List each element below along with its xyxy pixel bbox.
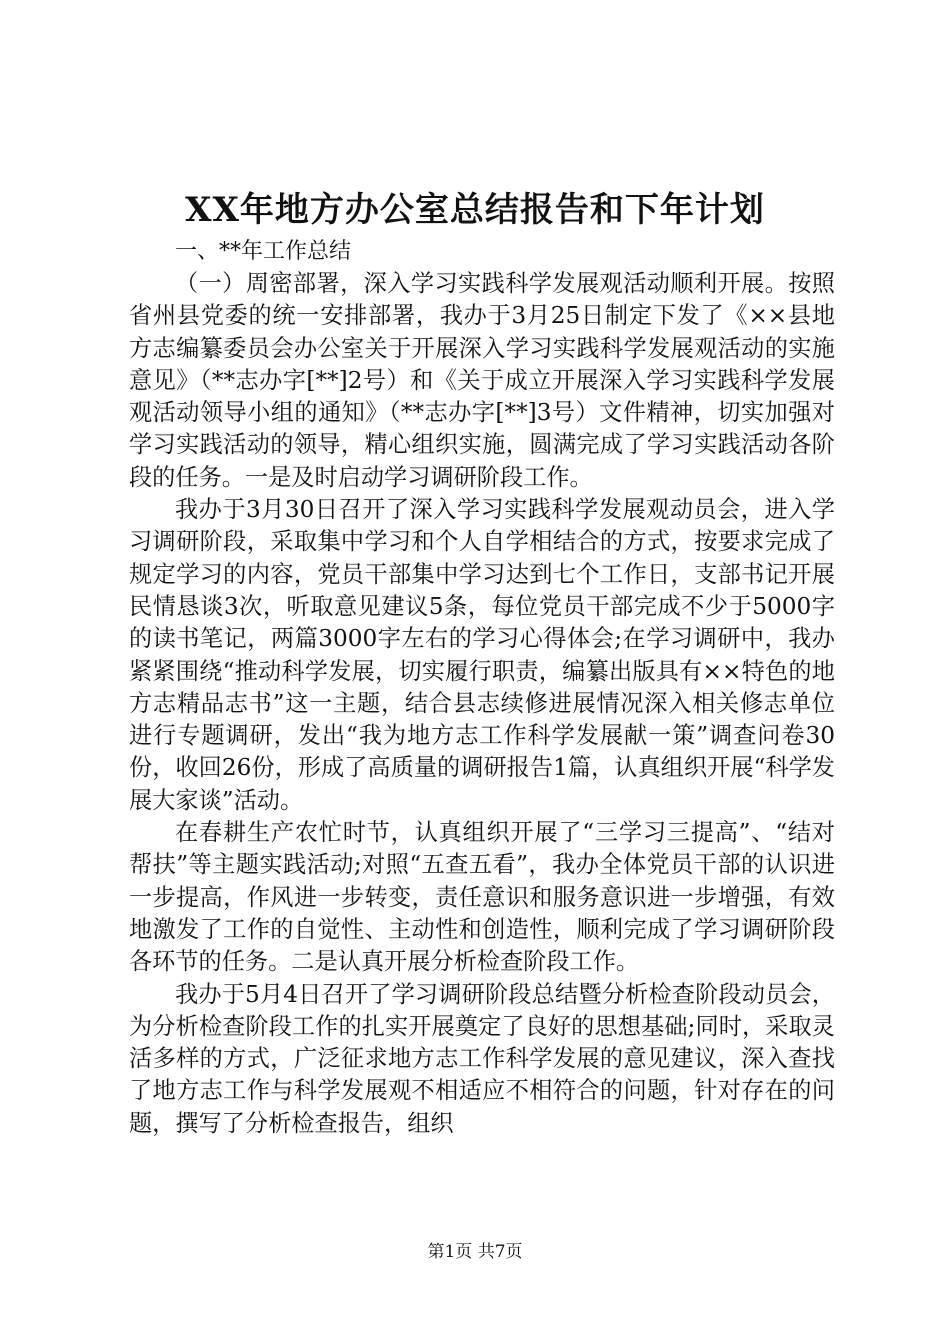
- section-heading: 一、**年工作总结: [175, 239, 352, 264]
- paragraph: 我办于3月30日召开了深入学习实践科学发展观动员会，进入学习调研阶段，采取集中学习和个人自学相结合的方式，按要求完成了规定学习的内容，党员干部集中学习达到七个工作日，支部书记开展民情恳谈3次，听取意见建议5条，每位党员干部完成不少于5000字的读书笔记，两篇3000字左右的学习心得体会;在学习调研中，我办紧紧围绕“推动科学发展，切实履行职责，编纂出版具有××特色的地方志精品志书”这一主题，结合县志续修进展情况深入相关修志单位进行专题调研，发出“我为地方志工作科学发展献一策”调查问卷30份，收回26份，形成了高质量的调研报告1篇，认真组织开展“科学发展大家谈”活动。: [129, 496, 835, 814]
- paragraph: 我办于5月4日召开了学习调研阶段总结暨分析检查阶段动员会，为分析检查阶段工作的扎实开展奠定了良好的思想基础;同时，采取灵活多样的方式，广泛征求地方志工作科学发展的意见建议，深入查找了地方志工作与科学发展观不相适应不相符合的问题，针对存在的问题，撰写了分析检查报告，组织: [129, 980, 835, 1137]
- paragraph: 在春耕生产农忙时节，认真组织开展了“三学习三提高”、“结对帮扶”等主题实践活动;对照“五查五看”，我办全体党员干部的认识进一步提高，作风进一步转变，责任意识和服务意识进一步增强，有效地激发了工作的自觉性、主动性和创造性，顺利完成了学习调研阶段各环节的任务。二是认真开展分析检查阶段工作。: [129, 819, 835, 976]
- page-number-footer: 第1页 共7页: [427, 1242, 523, 1262]
- paragraph: （一）周密部署，深入学习实践科学发展观活动顺利开展。按照省州县党委的统一安排部署，我办于3月25日制定下发了《××县地方志编纂委员会办公室关于开展深入学习实践科学发展观活动的实施意见》（**志办字[**]2号）和《关于成立开展深入学习实践科学发展观活动领导小组的通知》（**志办字[**]3号）文件精神，切实加强对学习实践活动的领导，精心组织实施，圆满完成了学习实践活动各阶段的任务。一是及时启动学习调研阶段工作。: [129, 270, 835, 491]
- document-body: [129, 236, 835, 1140]
- document-title: XX年地方办公室总结报告和下年计划: [185, 190, 765, 230]
